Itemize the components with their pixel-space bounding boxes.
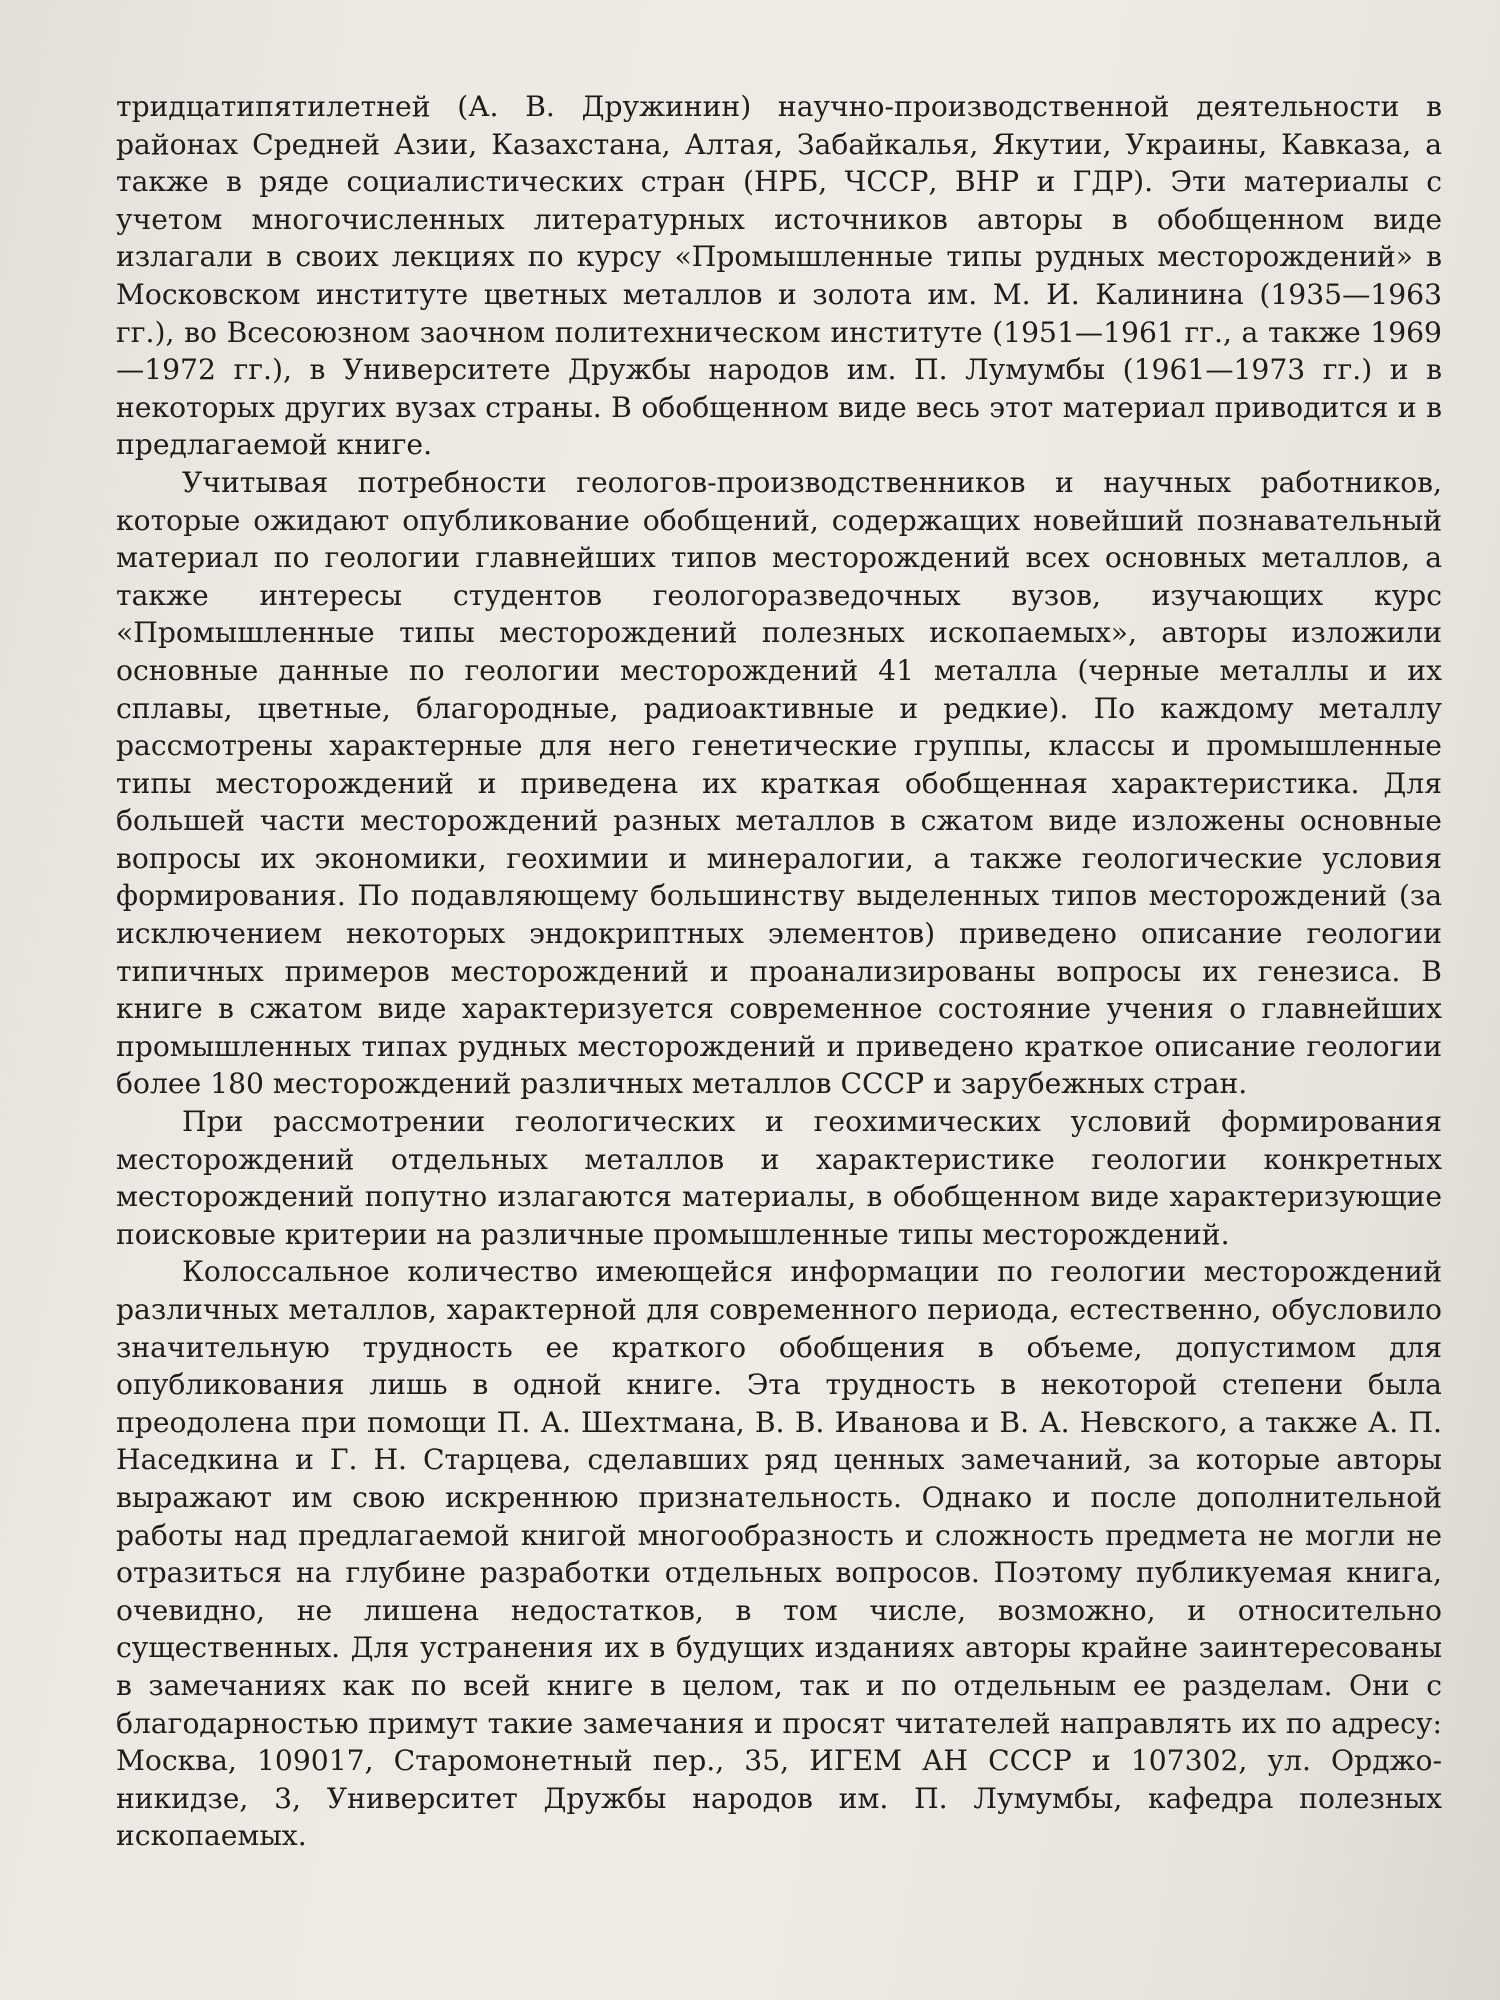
- paragraph-3: При рассмотрении геологических и геохимических условий формирования месторождений отдельных металлов и характеристике геологии конкретных месторождений попутно излагаются материалы, в обобщенном виде характеризующие поисковые критерии на различные промышленные типы месторождений.: [116, 1105, 1442, 1251]
- paragraph-4: Колоссальное количество имеющейся информации по геологии месторождений различных металлов, характерной для современного периода, естественно, обусловило значительную трудность ее краткого обобщения в объеме, допустимом для опубликования лишь в одной книге. Эта трудность в некоторой степени была преодолена при помощи П. А. Шехтмана, В. В. Иванова и В. А. Невского, а также А. П. Наседкина и Г. Н. Старцева, сделавших ряд ценных замечаний, за которые авторы выражают им свою искреннюю признательность. Однако и после дополнительной работы над предлагаемой книгой многообразность и сложность предмета не могли не отразиться на глубине разработки отдельных вопросов. Поэтому публикуемая книга, очевидно, не лишена недостатков, в том числе, возможно, и относительно существенных. Для устранения их в будущих изданиях авторы крайне заинтересованы в замечаниях как по всей книге в целом, так и по отдельным ее разделам. Они с благодарностью примут такие замечания и просят читателей направлять их по адресу: Москва, 109017, Старомонетный пер., 35, ИГЕМ АН СССР и 107302, ул. Орджоникидзе, 3, Университет Дружбы народов им. П. Лумумбы, кафедра полезных ископаемых.: [116, 1255, 1442, 1853]
- paragraph-1: тридцатипятилетней (А. В. Дружинин) научно-производственной деятельности в районах Средней Азии, Казахстана, Алтая, Забайкалья, Якутии, Украины, Кавказа, а также в ряде социалистических стран (НРБ, ЧССР, ВНР и ГДР). Эти материалы с учетом многочисленных литературных источников авторы в обобщенном виде излагали в своих лекциях по курсу «Промышленные типы рудных месторождений» в Московском институте цветных металлов и золота им. М. И. Калинина (1935—1963 гг.), во Всесоюзном заочном политехническом институте (1951—1961 гг., а также 1969—1972 гг.), в Университете Дружбы народов им. П. Лумумбы (1961—1973 гг.) и в некоторых других вузах страны. В обобщенном виде весь этот материал приводится и в предлагаемой книге.: [116, 90, 1442, 462]
- body-text: [116, 88, 1442, 1855]
- paragraph-2: Учитывая потребности геологов-производственников и научных работников, которые ожидают опубликование обобщений, содержащих новейший познавательный материал по геологии главнейших типов месторождений всех основных металлов, а также интересы студентов геологоразведочных вузов, изучающих курс «Промышленные типы месторождений полезных ископаемых», авторы изложили основные данные по геологии месторождений 41 металла (черные металлы и их сплавы, цветные, благородные, радиоактивные и редкие). По каждому металлу рассмотрены характерные для него генетические группы, классы и промышленные типы месторождений и приведена их краткая обобщенная характеристика. Для большей части месторождений разных металлов в сжатом виде изложены основные вопросы их экономики, геохимии и минералогии, а также геологические условия формирования. По подавляющему большинству выделенных типов месторождений (за исключением некоторых эндокриптных элементов) приведено описание геологии типичных примеров месторождений и проанализированы вопросы их генезиса. В книге в сжатом виде характеризуется современное состояние учения о главнейших промышленных типах рудных месторождений и приведено краткое описание геологии более 180 месторождений различных металлов СССР и зарубежных стран.: [116, 465, 1442, 1101]
